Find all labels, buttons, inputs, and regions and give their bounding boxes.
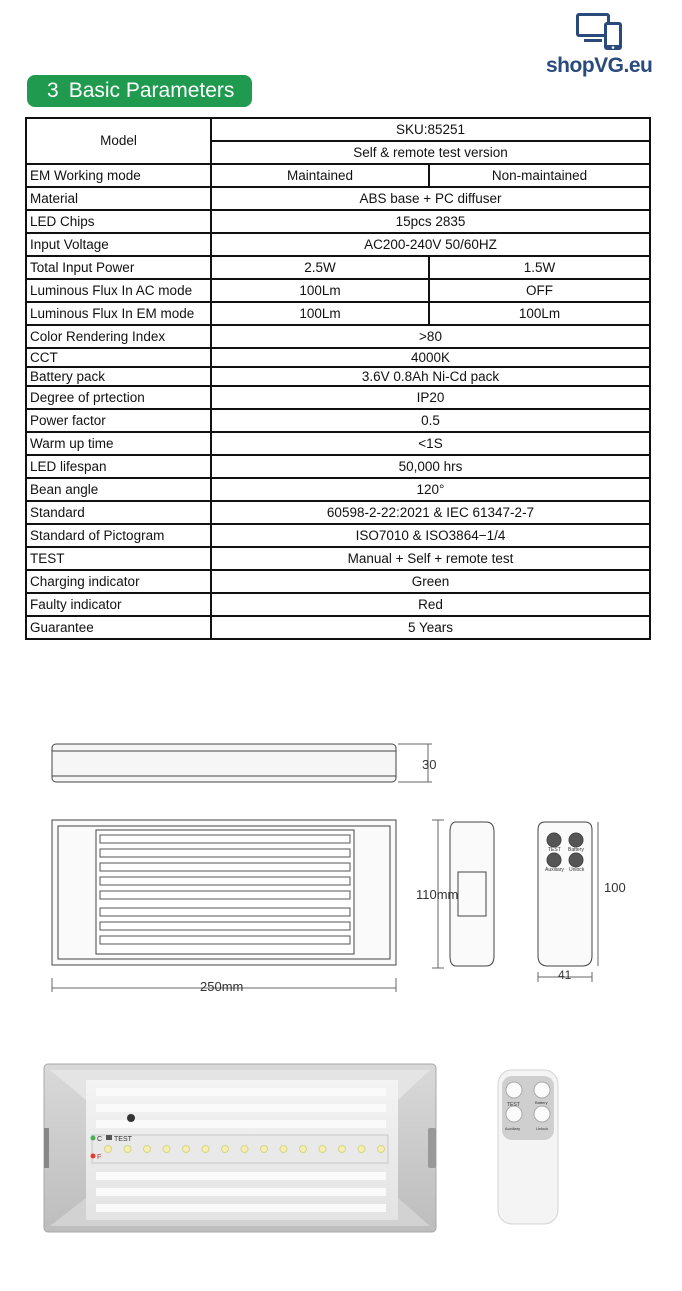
- param-value: 3.6V 0.8Ah Ni-Cd pack: [211, 367, 650, 386]
- led-chip: [222, 1146, 229, 1153]
- diffuser-slat: [100, 877, 350, 885]
- diffuser-slat: [100, 849, 350, 857]
- photo-diffuser-slat: [96, 1172, 386, 1180]
- param-label: TEST: [26, 547, 211, 570]
- led-chip: [183, 1146, 190, 1153]
- table-row: [26, 547, 650, 570]
- param-value-non-maintained: 1.5W: [429, 256, 650, 279]
- remote-height-dimension: 100: [604, 880, 626, 895]
- param-value: 50,000 hrs: [211, 455, 650, 478]
- param-value: ABS base + PC diffuser: [211, 187, 650, 210]
- diffuser-slat: [100, 922, 350, 930]
- photo-diffuser-slat: [96, 1088, 386, 1096]
- diffuser-slat: [100, 891, 350, 899]
- test-label: TEST: [114, 1136, 132, 1143]
- param-value: 60598-2-22:2021 & IEC 61347-2-7: [211, 501, 650, 524]
- table-row: [26, 386, 650, 409]
- table-row: [26, 302, 650, 325]
- param-value-maintained: 2.5W: [211, 256, 429, 279]
- param-value: Red: [211, 593, 650, 616]
- product-photo: [0, 1040, 682, 1280]
- led-chip: [202, 1146, 209, 1153]
- param-label: Luminous Flux In AC mode: [26, 279, 211, 302]
- remote-drawing-btn-test: TEST: [548, 847, 561, 853]
- param-value-non-maintained: OFF: [429, 279, 650, 302]
- param-label: LED lifespan: [26, 455, 211, 478]
- param-value-non-maintained: 100Lm: [429, 302, 650, 325]
- param-value: >80: [211, 325, 650, 348]
- section-number: 3: [47, 79, 59, 102]
- param-label: Power factor: [26, 409, 211, 432]
- param-value: 15pcs 2835: [211, 210, 650, 233]
- table-row: [26, 164, 650, 187]
- param-label: Faulty indicator: [26, 593, 211, 616]
- remote-btn-unlock: Unlock: [536, 1126, 549, 1131]
- remote-btn-auxiliary: Auxiliary: [505, 1126, 521, 1131]
- led-chip: [339, 1146, 346, 1153]
- shopvg-logo: [544, 10, 654, 80]
- table-row: [26, 367, 650, 386]
- table-row: [26, 348, 650, 367]
- param-label: CCT: [26, 348, 211, 367]
- param-value: Green: [211, 570, 650, 593]
- param-label: Degree of prtection: [26, 386, 211, 409]
- sku-value: SKU:85251: [211, 118, 650, 141]
- remote-drawing: [538, 822, 598, 982]
- param-value-maintained: 100Lm: [211, 302, 429, 325]
- table-row: [26, 432, 650, 455]
- table-row: [26, 187, 650, 210]
- logo-text: shopVG.eu: [546, 54, 653, 77]
- length-dimension: 250mm: [200, 979, 244, 994]
- table-row: [26, 593, 650, 616]
- table-row: [26, 524, 650, 547]
- param-label: Total Input Power: [26, 256, 211, 279]
- top-view: [52, 744, 432, 782]
- technical-drawing: [0, 720, 682, 1020]
- param-value: Manual + Self + remote test: [211, 547, 650, 570]
- photo-diffuser-slat: [96, 1120, 386, 1128]
- param-label: Bean angle: [26, 478, 211, 501]
- version-value: Self & remote test version: [211, 141, 650, 164]
- param-label: Color Rendering Index: [26, 325, 211, 348]
- remote-drawing-btn-battery: Battery: [568, 847, 584, 853]
- model-label: Model: [26, 118, 211, 164]
- led-chip: [163, 1146, 170, 1153]
- param-value: 0.5: [211, 409, 650, 432]
- table-row: [26, 279, 650, 302]
- indicator-c: C: [97, 1136, 103, 1143]
- led-chip: [261, 1146, 268, 1153]
- param-label: Standard: [26, 501, 211, 524]
- param-value: 5 Years: [211, 616, 650, 639]
- remote-drawing-btn-unlock: Unlock: [569, 867, 585, 873]
- led-chip: [319, 1146, 326, 1153]
- remote-drawing-btn-auxiliary: Auxiliary: [545, 867, 564, 873]
- photo-diffuser-slat: [96, 1104, 386, 1112]
- table-row: [26, 478, 650, 501]
- diffuser-slat: [100, 936, 350, 944]
- param-label: Standard of Pictogram: [26, 524, 211, 547]
- remote-btn-battery: Battery: [535, 1100, 548, 1105]
- led-chip: [105, 1146, 112, 1153]
- table-row: [26, 455, 650, 478]
- led-chip: [378, 1146, 385, 1153]
- diffuser-slat: [100, 863, 350, 871]
- parameters-table: [25, 117, 651, 640]
- param-value: IP20: [211, 386, 650, 409]
- led-chip: [280, 1146, 287, 1153]
- table-row: [26, 409, 650, 432]
- section-title: Basic Parameters: [68, 79, 235, 102]
- param-label: Guarantee: [26, 616, 211, 639]
- table-row: [26, 256, 650, 279]
- remote-btn-test: TEST: [507, 1102, 520, 1108]
- front-view: [52, 820, 396, 992]
- height-dimension: 30: [422, 757, 437, 772]
- remote-photo: [498, 1070, 558, 1224]
- param-value: 120°: [211, 478, 650, 501]
- remote-width-dimension: 41: [558, 968, 572, 982]
- table-row: [26, 325, 650, 348]
- param-value: <1S: [211, 432, 650, 455]
- table-row: [26, 501, 650, 524]
- table-row: [26, 210, 650, 233]
- led-chip: [241, 1146, 248, 1153]
- param-value-non-maintained: Non-maintained: [429, 164, 650, 187]
- table-row: [26, 118, 650, 141]
- param-label: Input Voltage: [26, 233, 211, 256]
- param-value-maintained: Maintained: [211, 164, 429, 187]
- param-label: EM Working mode: [26, 164, 211, 187]
- diffuser-slat: [100, 835, 350, 843]
- table-row: [26, 616, 650, 639]
- led-chip: [124, 1146, 131, 1153]
- led-chip: [300, 1146, 307, 1153]
- led-chip: [144, 1146, 151, 1153]
- param-label: LED Chips: [26, 210, 211, 233]
- depth-dimension: 110mm: [416, 887, 459, 902]
- diffuser-slat: [100, 908, 350, 916]
- photo-diffuser-slat: [96, 1188, 386, 1196]
- param-value: 4000K: [211, 348, 650, 367]
- photo-diffuser-slat: [96, 1204, 386, 1212]
- devices-icon: [574, 10, 626, 54]
- param-value-maintained: 100Lm: [211, 279, 429, 302]
- emergency-light-photo: [44, 1064, 436, 1232]
- param-label: Charging indicator: [26, 570, 211, 593]
- param-label: Warm up time: [26, 432, 211, 455]
- param-label: Material: [26, 187, 211, 210]
- table-row: [26, 233, 650, 256]
- param-value: AC200-240V 50/60HZ: [211, 233, 650, 256]
- indicator-f: F: [97, 1154, 102, 1161]
- param-value: ISO7010 & ISO3864−1/4: [211, 524, 650, 547]
- param-label: Luminous Flux In EM mode: [26, 302, 211, 325]
- led-chip: [358, 1146, 365, 1153]
- section-heading: [27, 75, 252, 107]
- param-label: Battery pack: [26, 367, 211, 386]
- table-row: [26, 570, 650, 593]
